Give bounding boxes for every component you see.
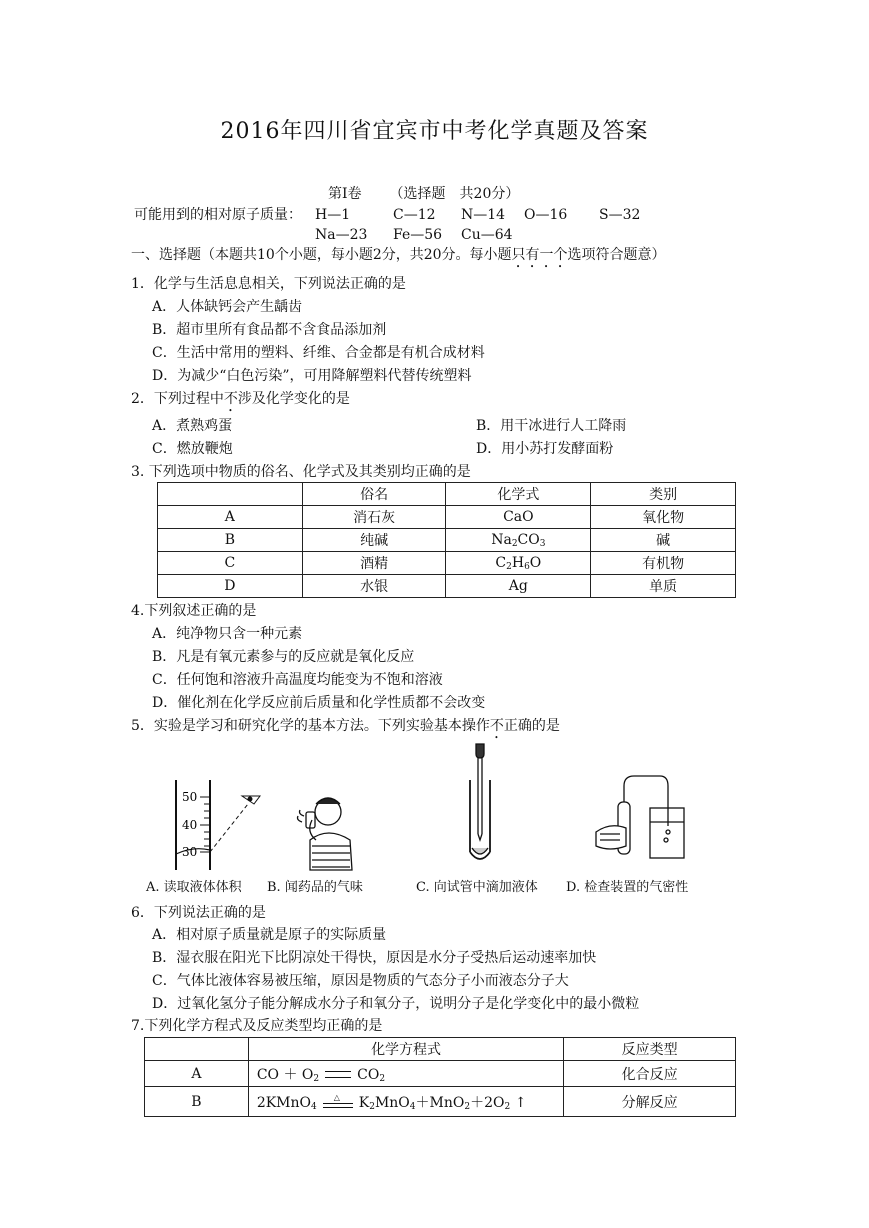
q3-row-label: D [158, 575, 303, 598]
atomic-mass-o: O—16 [524, 207, 568, 223]
q3-row-formula: Ag [446, 575, 591, 598]
q2-option-d: D．用小苏打发酵面粉 [476, 441, 614, 457]
q5-caption-a: A. 读取液体体积 [146, 880, 242, 895]
table-row [145, 1038, 736, 1061]
q4-stem: 4.下列叙述正确的是 [131, 603, 257, 619]
atomic-mass-h: H—1 [315, 207, 351, 223]
q3-row-label: B [158, 529, 303, 552]
q3-row-name: 纯碱 [302, 529, 446, 552]
table-row [158, 529, 736, 552]
q7-row-type: 分解反应 [564, 1087, 736, 1117]
q2-option-a: A．煮熟鸡蛋 [152, 418, 233, 434]
q6-option-c: C．气体比液体容易被压缩，原因是物质的气态分子小而液态分子大 [152, 973, 569, 989]
q3-row-name: 水银 [302, 575, 446, 598]
q7-row-type: 化合反应 [564, 1061, 736, 1087]
q7-stem: 7.下列化学方程式及反应类型均正确的是 [131, 1018, 383, 1034]
q3-row-name: 酒精 [302, 552, 446, 575]
q7-row-label: B [145, 1087, 249, 1117]
q4-option-b: B．凡是有氧元素参与的反应就是氧化反应 [152, 649, 415, 665]
gas-arrow-icon: ↑ [514, 1094, 527, 1111]
q5-caption-d: D. 检查装置的气密性 [566, 880, 689, 895]
q3-row-formula: $C_2H_6O$ [446, 552, 591, 575]
table-row [145, 1061, 736, 1087]
table-row [158, 483, 736, 506]
q3-row-label: C [158, 552, 303, 575]
q3-row-type: 氧化物 [591, 506, 736, 529]
q6-option-b: B．湿衣服在阳光下比阴凉处干得快，原因是水分子受热后运动速率加快 [152, 950, 597, 966]
atomic-mass-c: C—12 [393, 207, 436, 223]
part1-heading: 一、选择题（本题共10个小题，每小题2分，共20分。每小题只有一个选项符合题意） [131, 247, 666, 263]
q4-option-d: D．催化剂在化学反应前后质量和化学性质都不会改变 [152, 695, 486, 711]
q7-header-type: 反应类型 [564, 1038, 736, 1061]
q3-row-name: 消石灰 [302, 506, 446, 529]
q5-figures [140, 742, 710, 872]
q3-header-blank [158, 483, 303, 506]
scale-label-40: 40 [182, 818, 198, 832]
equals-sign-icon [325, 1071, 351, 1078]
q7-equation-b: 2KMnO$_4$ △ $K_2MnO_4+MnO_2+2O_2$ ↑ [248, 1087, 564, 1117]
q3-stem: 3. 下列选项中物质的俗名、化学式及其类别均正确的是 [131, 464, 471, 480]
atomic-mass-na: Na—23 [315, 227, 368, 243]
q3-row-formula: CaO [446, 506, 591, 529]
q3-row-type: 碱 [591, 529, 736, 552]
q7-header-blank [145, 1038, 249, 1061]
table-row [145, 1087, 736, 1117]
q1-option-a: A．人体缺钙会产生龋齿 [152, 299, 303, 315]
q5-caption-b: B. 闻药品的气味 [267, 880, 363, 895]
q2-option-b: B．用干冰进行人工降雨 [476, 418, 627, 434]
test-tube-dropper-figure [470, 744, 490, 859]
smelling-person-figure [298, 798, 353, 870]
q3-table [157, 482, 736, 598]
heat-condition-icon: △ [323, 1097, 353, 1109]
q5-caption-c: C. 向试管中滴加液体 [416, 880, 538, 895]
q3-header-formula: 化学式 [446, 483, 591, 506]
q1-option-b: B．超市里所有食品都不含食品添加剂 [152, 322, 387, 338]
q2-stem: 2．下列过程中不涉及化学变化的是 [131, 391, 350, 407]
table-row [158, 575, 736, 598]
table-row [158, 506, 736, 529]
atomic-mass-prefix: 可能用到的相对原子质量： [134, 207, 302, 223]
q3-row-formula: $Na_2CO_3$ [446, 529, 591, 552]
q1-option-d: D．为减少“白色污染”，可用降解塑料代替传统塑料 [152, 368, 472, 384]
page-title: 2016年四川省宜宾市中考化学真题及答案 [220, 119, 649, 144]
q7-header-equation: 化学方程式 [248, 1038, 564, 1061]
q6-option-a: A．相对原子质量就是原子的实际质量 [152, 927, 387, 943]
scale-label-50: 50 [182, 790, 198, 804]
q3-row-label: A [158, 506, 303, 529]
q6-option-d: D．过氧化氢分子能分解成水分子和氧分子，说明分子是化学变化中的最小微粒 [152, 996, 640, 1012]
q4-option-c: C．任何饱和溶液升高温度均能变为不饱和溶液 [152, 672, 443, 688]
atomic-mass-s: S—32 [599, 207, 641, 223]
q2-option-c: C．燃放鞭炮 [152, 441, 233, 457]
q6-stem: 6．下列说法正确的是 [131, 905, 266, 921]
q4-option-a: A．纯净物只含一种元素 [152, 626, 303, 642]
q3-header-type: 类别 [591, 483, 736, 506]
q7-equation-a: CO ＋ $O_2$ $CO_2$ [248, 1061, 564, 1087]
q3-header-name: 俗名 [302, 483, 446, 506]
airtightness-check-figure [596, 776, 684, 858]
atomic-mass-cu: Cu—64 [461, 227, 513, 243]
q5-stem: 5．实验是学习和研究化学的基本方法。下列实验基本操作不正确的是 [131, 718, 560, 734]
atomic-mass-fe: Fe—56 [393, 227, 443, 243]
q3-row-type: 单质 [591, 575, 736, 598]
atomic-mass-n: N—14 [461, 207, 506, 223]
q1-stem: 1．化学与生活息息相关，下列说法正确的是 [131, 276, 406, 292]
table-row [158, 552, 736, 575]
q7-row-label: A [145, 1061, 249, 1087]
scale-label-30: 30 [182, 845, 198, 859]
q3-row-type: 有机物 [591, 552, 736, 575]
q7-table [144, 1037, 736, 1117]
q1-option-c: C．生活中常用的塑料、纤维、合金都是有机合成材料 [152, 345, 485, 361]
section-label: 第Ⅰ卷 （选择题 共20分） [328, 186, 520, 202]
